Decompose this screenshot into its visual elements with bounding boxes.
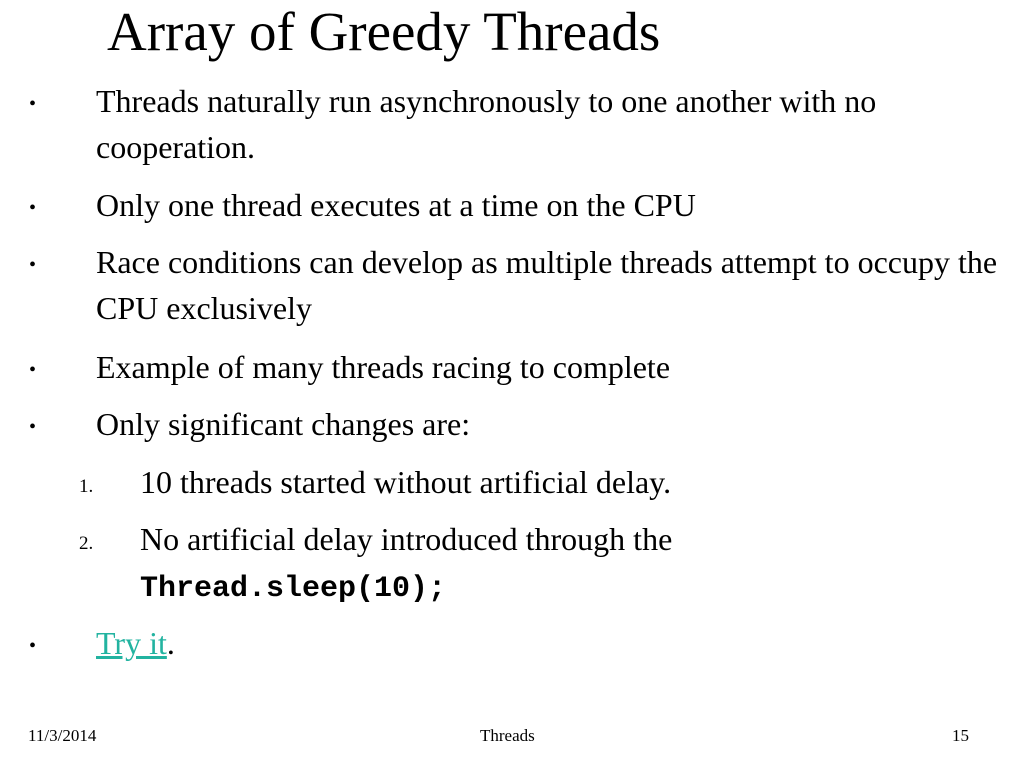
bullet-text: Only one thread executes at a time on the CPU xyxy=(96,187,696,223)
bullet-marker: • xyxy=(29,635,37,657)
code-snippet: Thread.sleep(10); xyxy=(140,572,447,606)
bullet-text: Race conditions can develop as multiple threads attempt to occupy the CPU exclusively xyxy=(96,244,998,326)
bullet-marker: • xyxy=(29,254,37,276)
page-number: 15 xyxy=(952,726,969,745)
bullet-marker: • xyxy=(29,197,37,219)
bullet-text: Example of many threads racing to complete xyxy=(96,349,671,385)
numbered-text: 10 threads started without artificial delay. xyxy=(140,464,672,500)
bullet-text: Threads naturally run asynchronously to one another with no cooperation. xyxy=(96,83,877,165)
numbered-text-plain: No artificial delay introduced through the xyxy=(140,521,673,557)
bullet-text: Only significant changes are: xyxy=(96,406,471,442)
bullet-marker: • xyxy=(29,359,37,381)
footer-title: Threads xyxy=(480,726,535,745)
try-it-link[interactable]: Try it xyxy=(96,625,167,661)
page-title: Array of Greedy Threads xyxy=(107,1,661,62)
number-marker: 2. xyxy=(79,533,94,554)
link-suffix: . xyxy=(166,625,175,661)
bullet-marker: • xyxy=(29,93,37,115)
bullet-marker: • xyxy=(29,416,37,438)
numbered-text xyxy=(140,516,1000,612)
number-marker: 1. xyxy=(79,476,94,497)
bullet-text xyxy=(96,620,1006,666)
footer-date: 11/3/2014 xyxy=(28,726,97,745)
